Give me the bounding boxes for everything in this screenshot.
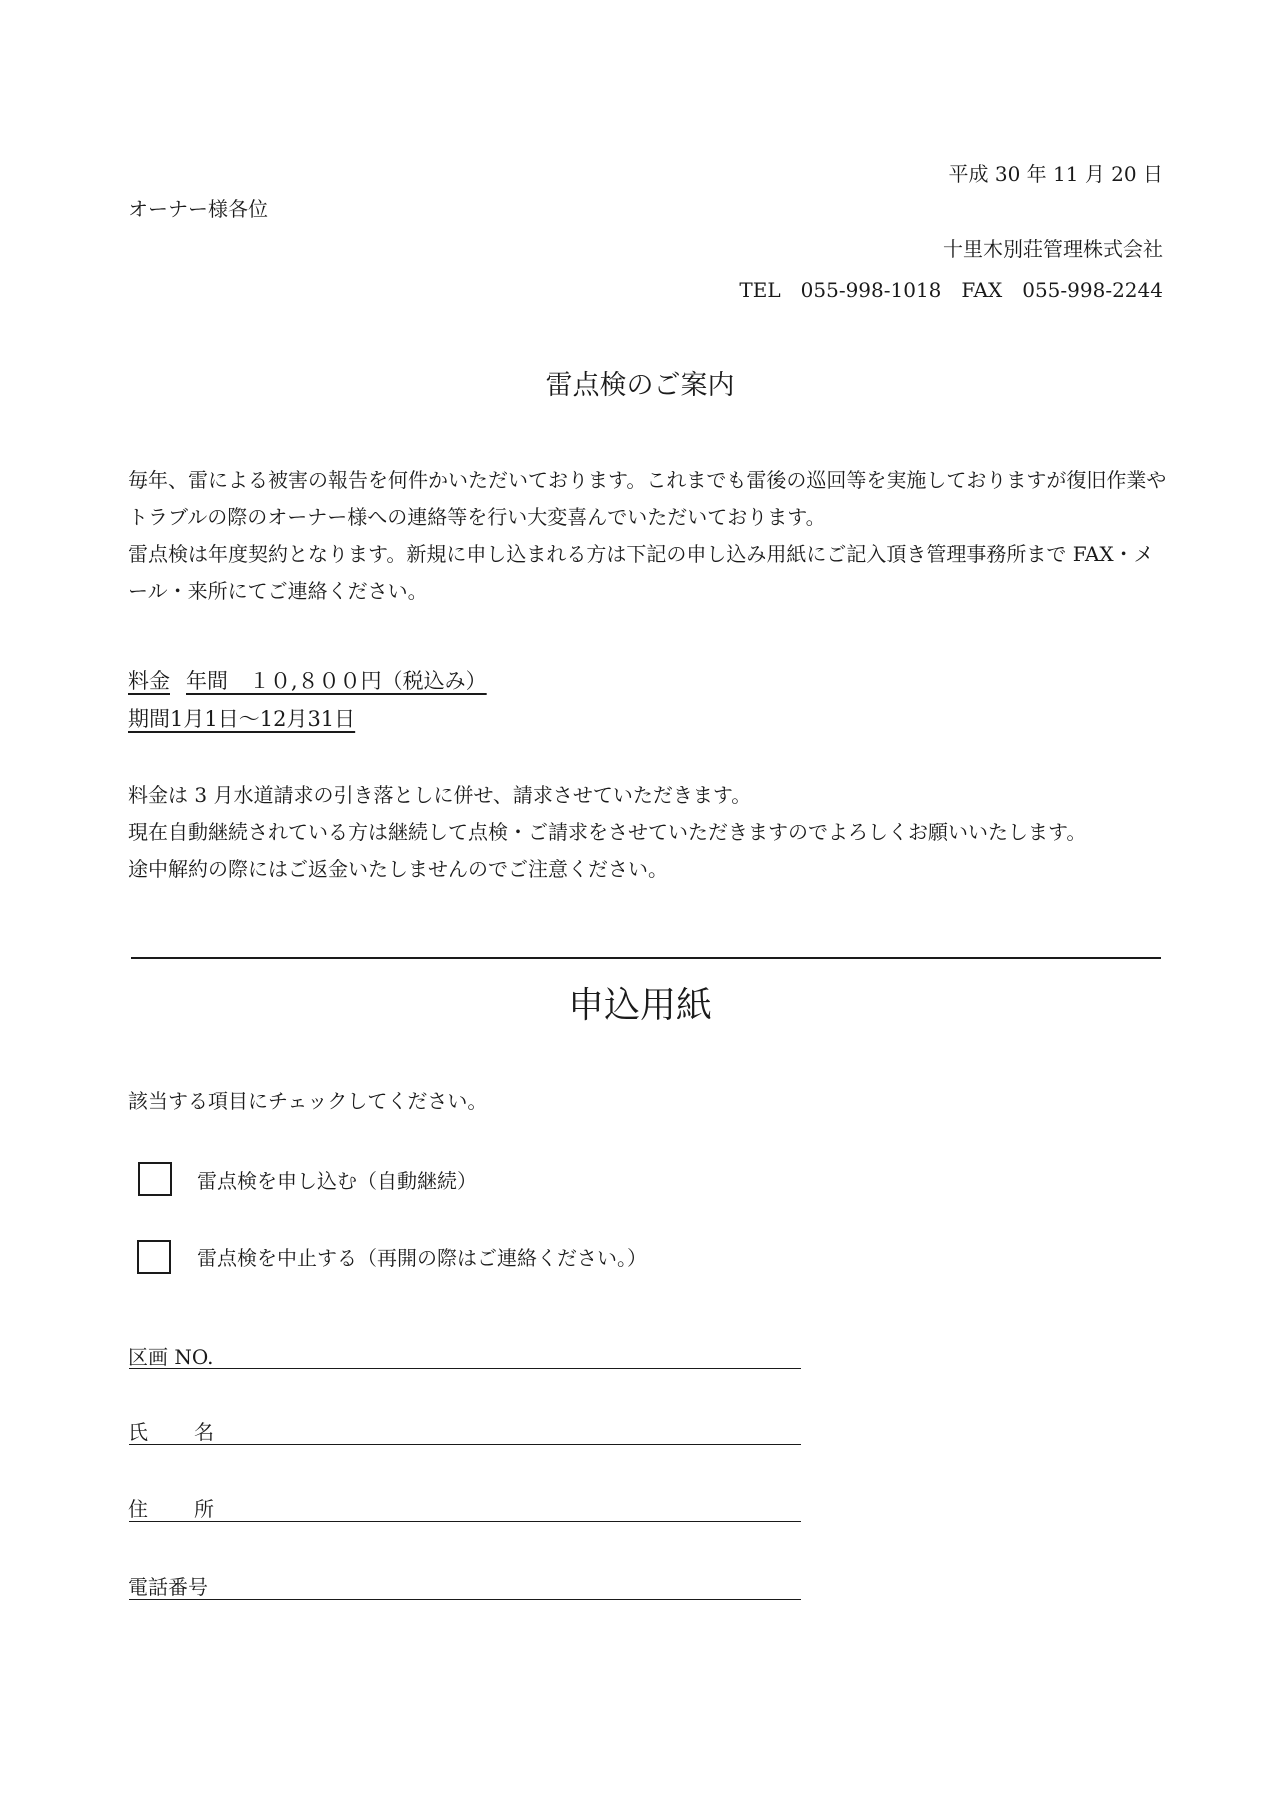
- lot-number-label: 区画 NO.: [128, 1345, 214, 1369]
- name-label-second: 名: [194, 1420, 214, 1444]
- period-text: 1月1日～12月31日: [170, 707, 356, 731]
- fee-text: 年間 １０,８００円（税込み）: [186, 669, 487, 693]
- name-field[interactable]: [129, 1444, 801, 1445]
- name-label-first: 氏: [128, 1420, 148, 1444]
- intro-text-1: 毎年、雷による被害の報告を何件かいただいております。これまでも雷後の巡回等を実施しておりますが復旧作業やトラブルの際のオーナー様への連絡等を行い大変喜んでいただいております。: [128, 468, 1167, 529]
- phone-label: 電話番号: [128, 1575, 208, 1599]
- period-label: 期間: [128, 707, 170, 731]
- name-label: [128, 1422, 214, 1442]
- contact-numbers: TEL 055-998-1018 FAX 055-998-2244: [739, 278, 1163, 302]
- company-name: 十里木別荘管理株式会社: [943, 237, 1163, 261]
- intro-text-2: 雷点検は年度契約となります。新規に申し込まれる方は下記の申し込み用紙にご記入頂き管理事務所まで FAX・メール・来所にてご連絡ください。: [128, 542, 1154, 603]
- note-no-refund: 途中解約の際にはご返金いたしませんのでご注意ください。: [128, 857, 668, 881]
- note-auto-renewal: 現在自動継続されている方は継続して点検・ご請求をさせていただきますのでよろしくお願いいたします。: [128, 820, 1087, 844]
- cancel-checkbox[interactable]: [137, 1240, 171, 1274]
- address-label: [128, 1499, 214, 1519]
- section-divider: [131, 957, 1161, 959]
- notice-title: 雷点検のご案内: [545, 370, 735, 401]
- address-label-second: 所: [194, 1497, 214, 1521]
- apply-option-label: 雷点検を申し込む（自動継続）: [197, 1169, 477, 1193]
- lot-number-field[interactable]: [129, 1368, 801, 1369]
- addressee: オーナー様各位: [128, 197, 268, 221]
- intro-paragraph: [128, 462, 1168, 610]
- fee-label: 料金: [128, 669, 170, 693]
- form-instruction: 該当する項目にチェックしてください。: [128, 1089, 488, 1113]
- form-title: 申込用紙: [567, 985, 712, 1026]
- note-billing: 料金は 3 月水道請求の引き落としに併せ、請求させていただきます。: [128, 783, 752, 807]
- apply-checkbox[interactable]: [138, 1162, 172, 1196]
- phone-field[interactable]: [129, 1599, 801, 1600]
- address-field[interactable]: [129, 1521, 801, 1522]
- cancel-option-label: 雷点検を中止する（再開の際はご連絡ください。）: [197, 1246, 647, 1270]
- period-line: [128, 703, 355, 733]
- fee-line: [128, 665, 487, 695]
- notes-paragraph: [128, 777, 1168, 888]
- issue-date: 平成 30 年 11 月 20 日: [948, 162, 1163, 186]
- address-label-first: 住: [128, 1497, 148, 1521]
